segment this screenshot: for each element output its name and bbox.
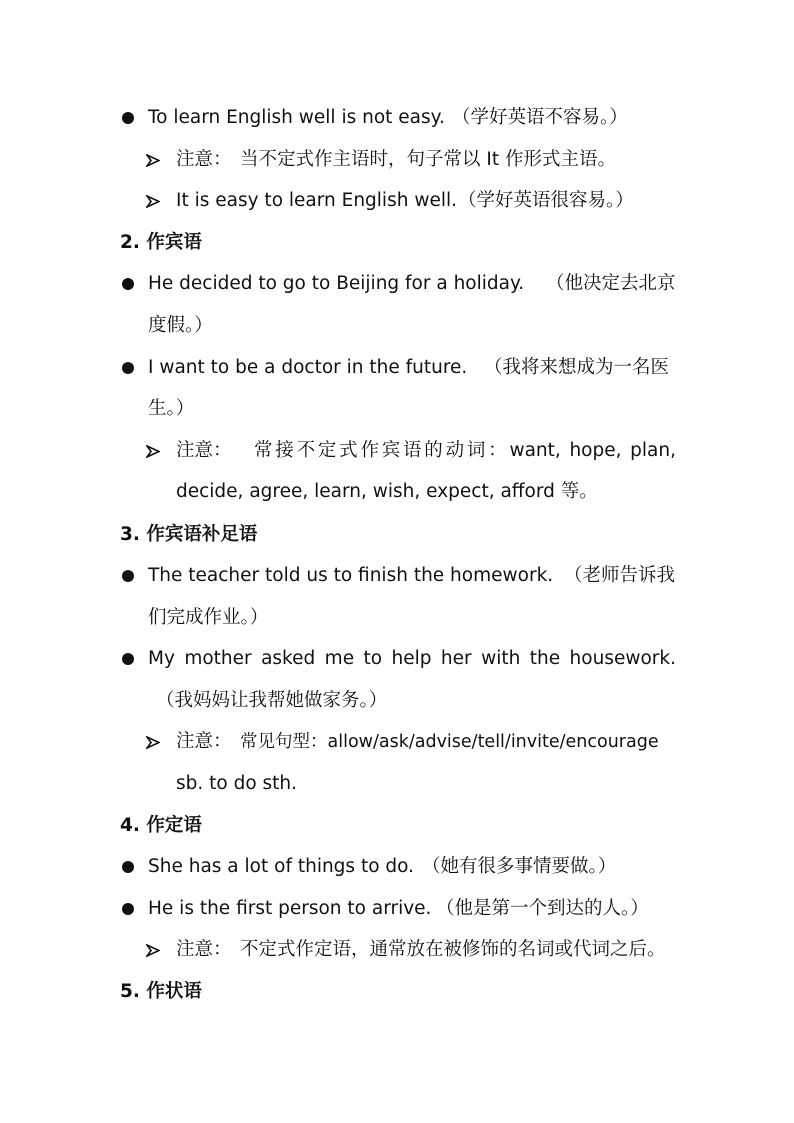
- bullet-icon: [122, 278, 134, 290]
- chinese-translation-cont: 生。）: [148, 398, 195, 419]
- arrow-bullet-icon: [146, 944, 160, 957]
- heading-text: 5. 作状语: [120, 981, 202, 1002]
- chinese-translation: （我妈妈让我帮她做家务。）: [156, 690, 388, 711]
- note-line: [0, 436, 794, 466]
- note-text: 常接不定式作宾语的动词：want, hope, plan,: [254, 440, 676, 461]
- chinese-translation-cont: 度假。）: [148, 315, 213, 336]
- bullet-icon: [122, 653, 134, 665]
- english-sentence: It is easy to learn English well.: [176, 190, 457, 211]
- arrow-bullet-icon: [146, 154, 160, 167]
- continuation-line: [0, 603, 794, 633]
- continuation-line: [0, 686, 794, 716]
- arrow-bullet-icon: [146, 445, 160, 458]
- bullet-icon: [122, 112, 134, 124]
- note-line: [0, 186, 794, 216]
- heading-text: 4. 作定语: [120, 815, 202, 836]
- continuation-line: [0, 394, 794, 424]
- continuation-line: [0, 769, 794, 799]
- note-text-cont: sb. to do sth.: [176, 773, 298, 794]
- arrow-bullet-icon: [146, 736, 160, 749]
- example-sentence: [0, 894, 794, 924]
- bullet-icon: [122, 861, 134, 873]
- note-label: 注意：: [176, 731, 232, 752]
- section-heading: [0, 228, 794, 258]
- chinese-translation-cont: 们完成作业。）: [148, 607, 269, 628]
- note-text: 不定式作定语，通常放在被修饰的名词或代词之后。: [240, 939, 666, 960]
- bullet-icon: [122, 362, 134, 374]
- english-sentence: To learn English well is not easy.: [148, 107, 445, 128]
- section-heading: [0, 811, 794, 841]
- heading-text: 2. 作宾语: [120, 232, 202, 253]
- note-label: 注意：: [176, 149, 232, 170]
- example-sentence: [0, 103, 794, 133]
- arrow-bullet-icon: [146, 195, 160, 208]
- note-line: [0, 727, 794, 757]
- continuation-line: [0, 311, 794, 341]
- chinese-translation: （她有很多事情要做。）: [422, 856, 617, 877]
- chinese-translation: （学好英语很容易。）: [458, 190, 634, 211]
- note-text: 常见句型：allow/ask/advise/tell/invite/encourage: [240, 732, 659, 752]
- example-sentence: [0, 269, 794, 299]
- bullet-icon: [122, 570, 134, 582]
- note-text: 当不定式作主语时，句子常以 It 作形式主语。: [240, 149, 616, 170]
- english-sentence: He is the first person to arrive.: [148, 898, 432, 919]
- chinese-translation: （我将来想成为一名医: [484, 357, 670, 378]
- chinese-translation: （他决定去北京: [546, 273, 676, 294]
- example-sentence: [0, 644, 794, 674]
- note-label: 注意：: [176, 440, 232, 461]
- note-text-cont: decide, agree, learn, wish, expect, afford 等。: [176, 481, 598, 502]
- note-line: [0, 935, 794, 965]
- example-sentence: [0, 852, 794, 882]
- heading-text: 3. 作宾语补足语: [120, 524, 258, 545]
- english-sentence: The teacher told us to finish the homework.: [148, 565, 554, 586]
- chinese-translation: （学好英语不容易。）: [452, 107, 628, 128]
- section-heading: [0, 977, 794, 1007]
- note-line: [0, 145, 794, 175]
- english-sentence: She has a lot of things to do.: [148, 856, 415, 877]
- english-sentence: He decided to go to Beijing for a holiday.: [148, 273, 525, 294]
- example-sentence: [0, 561, 794, 591]
- chinese-translation: （他是第一个到达的人。）: [436, 898, 649, 919]
- chinese-translation: （老师告诉我: [564, 565, 676, 586]
- bullet-icon: [122, 903, 134, 915]
- english-sentence: I want to be a doctor in the future.: [148, 357, 468, 378]
- note-label: 注意：: [176, 939, 232, 960]
- example-sentence: [0, 353, 794, 383]
- section-heading: [0, 520, 794, 550]
- english-sentence: My mother asked me to help her with the housework.: [148, 648, 676, 669]
- continuation-line: [0, 477, 794, 507]
